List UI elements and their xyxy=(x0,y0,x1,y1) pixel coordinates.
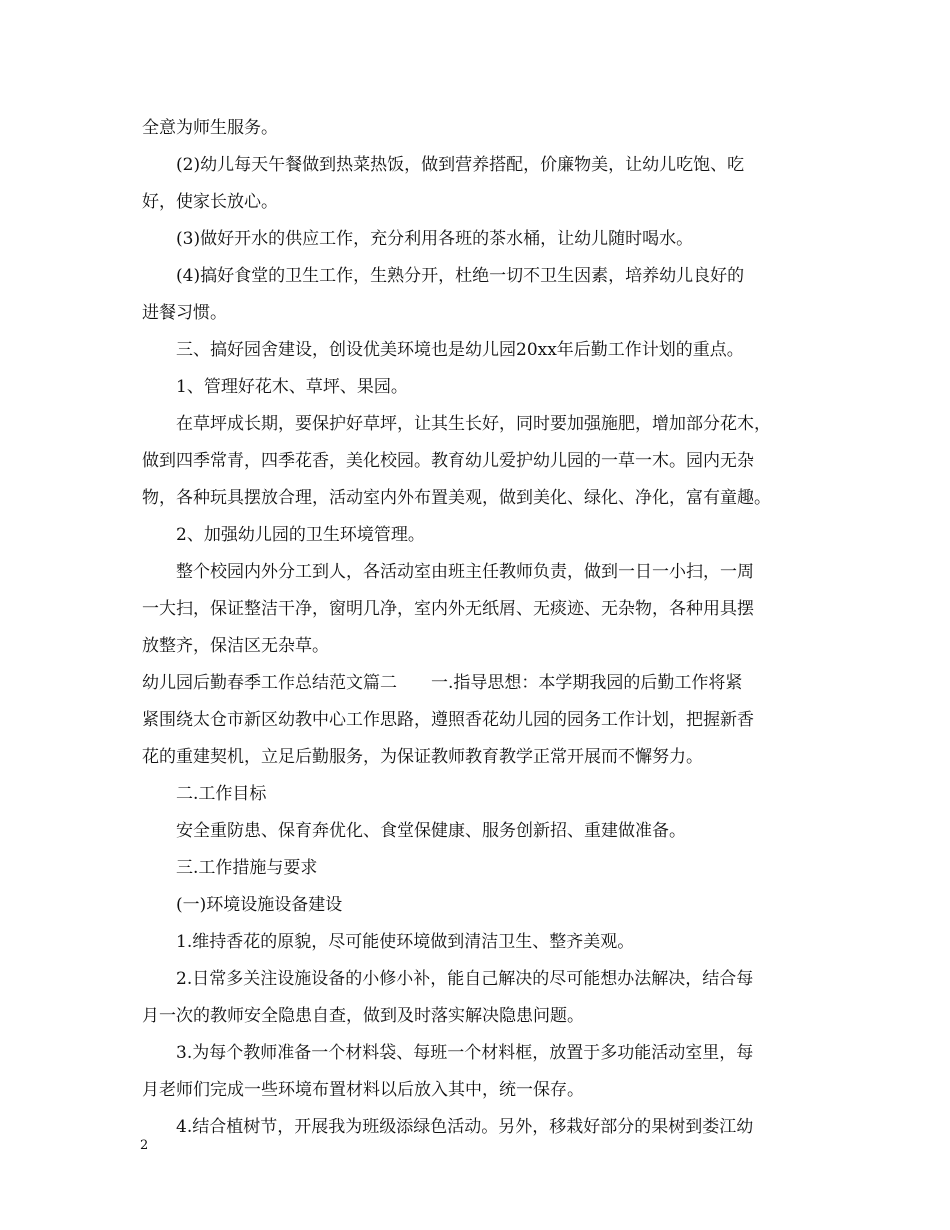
text-line: 一大扫，保证整洁干净，窗明几净，室内外无纸屑、无痰迹、无杂物，各种用具摆 xyxy=(142,599,754,619)
text-line: 物，各种玩具摆放合理，活动室内外布置美观，做到美化、绿化、净化，富有童趣。 xyxy=(142,488,771,508)
text-line: 月一次的教师安全隐患自查，做到及时落实解决隐患问题。 xyxy=(142,1006,584,1026)
text-line: 紧围绕太仓市新区幼教中心工作思路，遵照香花幼儿园的园务工作计划，把握新香 xyxy=(142,710,754,730)
text-line: 二.工作目标 xyxy=(176,784,267,804)
text-line: 4.结合植树节，开展我为班级添绿色活动。另外，移栽好部分的果树到娄江幼 xyxy=(176,1117,754,1137)
text-line: 三、搞好园舍建设，创设优美环境也是幼儿园20xx年后勤工作计划的重点。 xyxy=(176,340,744,360)
text-line: 幼儿园后勤春季工作总结范文篇二 一.指导思想：本学期我园的后勤工作将紧 xyxy=(142,673,743,693)
text-line: 三.工作措施与要求 xyxy=(176,858,318,878)
text-line: (4)搞好食堂的卫生工作，生熟分开，杜绝一切不卫生因素，培养幼儿良好的 xyxy=(176,266,745,286)
text-line: 好，使家长放心。 xyxy=(142,192,278,212)
text-line: 做到四季常青，四季花香，美化校园。教育幼儿爱护幼儿园的一草一木。园内无杂 xyxy=(142,451,754,471)
text-line: 1.维持香花的原貌，尽可能使环境做到清洁卫生、整齐美观。 xyxy=(176,932,635,952)
text-line: 1、管理好花木、草坪、果园。 xyxy=(176,377,408,397)
text-line: (3)做好开水的供应工作，充分利用各班的茶水桶，让幼儿随时喝水。 xyxy=(176,229,694,249)
text-line: 2.日常多关注设施设备的小修小补，能自己解决的尽可能想办法解决，结合每 xyxy=(176,969,754,989)
text-line: 在草坪成长期，要保护好草坪，让其生长好，同时要加强施肥，增加部分花木， xyxy=(176,414,771,434)
page-number: 2 xyxy=(140,1138,149,1153)
text-line: 月老师们完成一些环境布置材料以后放入其中，统一保存。 xyxy=(142,1080,584,1100)
text-line: 放整齐，保洁区无杂草。 xyxy=(142,636,329,656)
text-line: 整个校园内外分工到人，各活动室由班主任教师负责，做到一日一小扫，一周 xyxy=(176,562,754,582)
text-line: 进餐习惯。 xyxy=(142,303,227,323)
text-line: 3.为每个教师准备一个材料袋、每班一个材料框，放置于多功能活动室里，每 xyxy=(176,1043,754,1063)
text-line: (2)幼儿每天午餐做到热菜热饭，做到营养搭配，价廉物美，让幼儿吃饱、吃 xyxy=(176,155,745,175)
text-line: 花的重建契机，立足后勤服务，为保证教师教育教学正常开展而不懈努力。 xyxy=(142,747,703,767)
text-line: 安全重防患、保育奔优化、食堂保健康、服务创新招、重建做准备。 xyxy=(176,821,686,841)
text-line: 2、加强幼儿园的卫生环境管理。 xyxy=(176,525,425,545)
text-line: 全意为师生服务。 xyxy=(142,118,278,138)
text-line: (一)环境设施设备建设 xyxy=(176,895,343,915)
